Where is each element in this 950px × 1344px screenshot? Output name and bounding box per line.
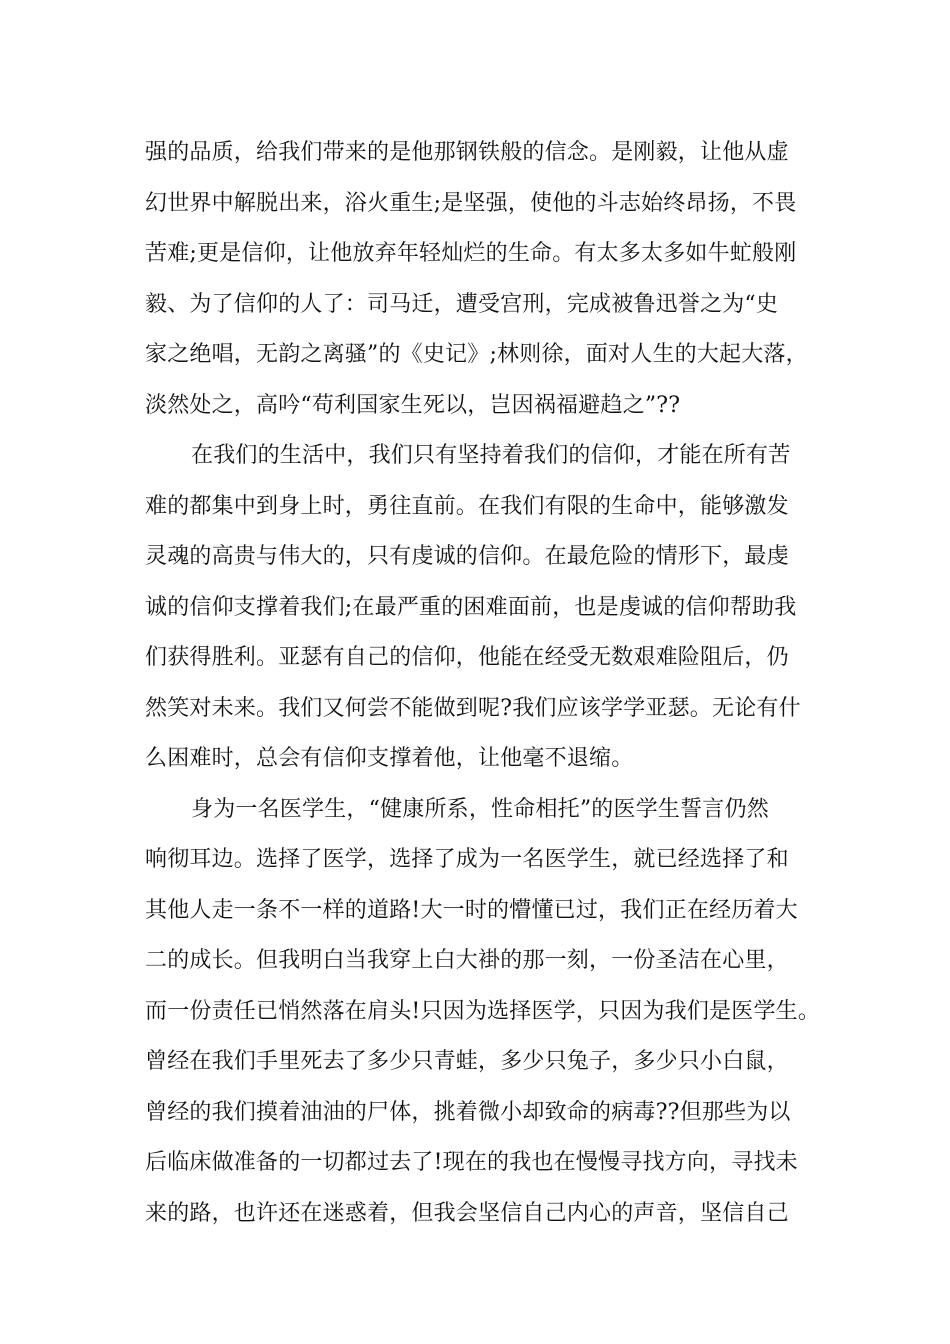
text-line: 来的路，也许还在迷惑着，但我会坚信自己内心的声音，坚信自己	[145, 1200, 789, 1226]
text-line: 毅、为了信仰的人了：司马迁，遭受宫刑，完成被鲁迅誉之为“史	[145, 291, 779, 317]
paragraph-start-line: 身为一名医学生，“健康所系，性命相托”的医学生誓言仍然	[191, 796, 769, 822]
text-line: 其他人走一条不一样的道路!大一时的懵懂已过，我们正在经历着大	[145, 897, 798, 923]
text-line: 淡然处之，高吟“苟利国家生死以，岂因祸福避趋之”??	[145, 392, 681, 418]
text-line: 强的品质，给我们带来的是他那钢铁般的信念。是刚毅，让他从虚	[145, 140, 789, 165]
text-line: 而一份责任已悄然落在肩头!只因为选择医学，只因为我们是医学生。	[145, 998, 821, 1024]
text-line: 难的都集中到身上时，勇往直前。在我们有限的生命中，能够激发	[145, 493, 789, 519]
text-line: 们获得胜利。亚瑟有自己的信仰，他能在经受无数艰难险阻后，仍	[145, 645, 789, 670]
text-line: 然笑对未来。我们又何尝不能做到呢?我们应该学学亚瑟。无论有什	[145, 695, 801, 721]
text-line: 曾经在我们手里死去了多少只青蛙，多少只兔子，多少只小白鼠，	[145, 1049, 789, 1074]
text-line: 灵魂的高贵与伟大的，只有虔诚的信仰。在最危险的情形下，最虔	[145, 544, 789, 569]
text-line: 家之绝唱，无韵之离骚”的《史记》;林则徐，面对人生的大起大落，	[145, 342, 808, 367]
body-text	[145, 128, 821, 1239]
text-line: 诚的信仰支撑着我们;在最严重的困难面前，也是虔诚的信仰帮助我	[145, 594, 797, 620]
text-line: 幻世界中解脱出来，浴火重生;是坚强，使他的斗志始终昂扬，不畏	[145, 190, 797, 216]
text-line: 响彻耳边。选择了医学，选择了成为一名医学生，就已经选择了和	[145, 847, 789, 872]
text-line: 么困难时，总会有信仰支撑着他，让他毫不退缩。	[145, 746, 634, 771]
text-line: 后临床做准备的一切都过去了!现在的我也在慢慢寻找方向，寻找未	[145, 1150, 798, 1175]
text-line: 曾经的我们摸着油油的尸体，挑着微小却致命的病毒??但那些为以	[145, 1099, 791, 1125]
text-line: 苦难;更是信仰，让他放弃年轻灿烂的生命。有太多太多如牛虻般刚	[145, 241, 797, 266]
paragraph-start-line: 在我们的生活中，我们只有坚持着我们的信仰，才能在所有苦	[191, 443, 791, 468]
text-line: 二的成长。但我明白当我穿上白大褂的那一刻，一份圣洁在心里，	[145, 948, 789, 973]
